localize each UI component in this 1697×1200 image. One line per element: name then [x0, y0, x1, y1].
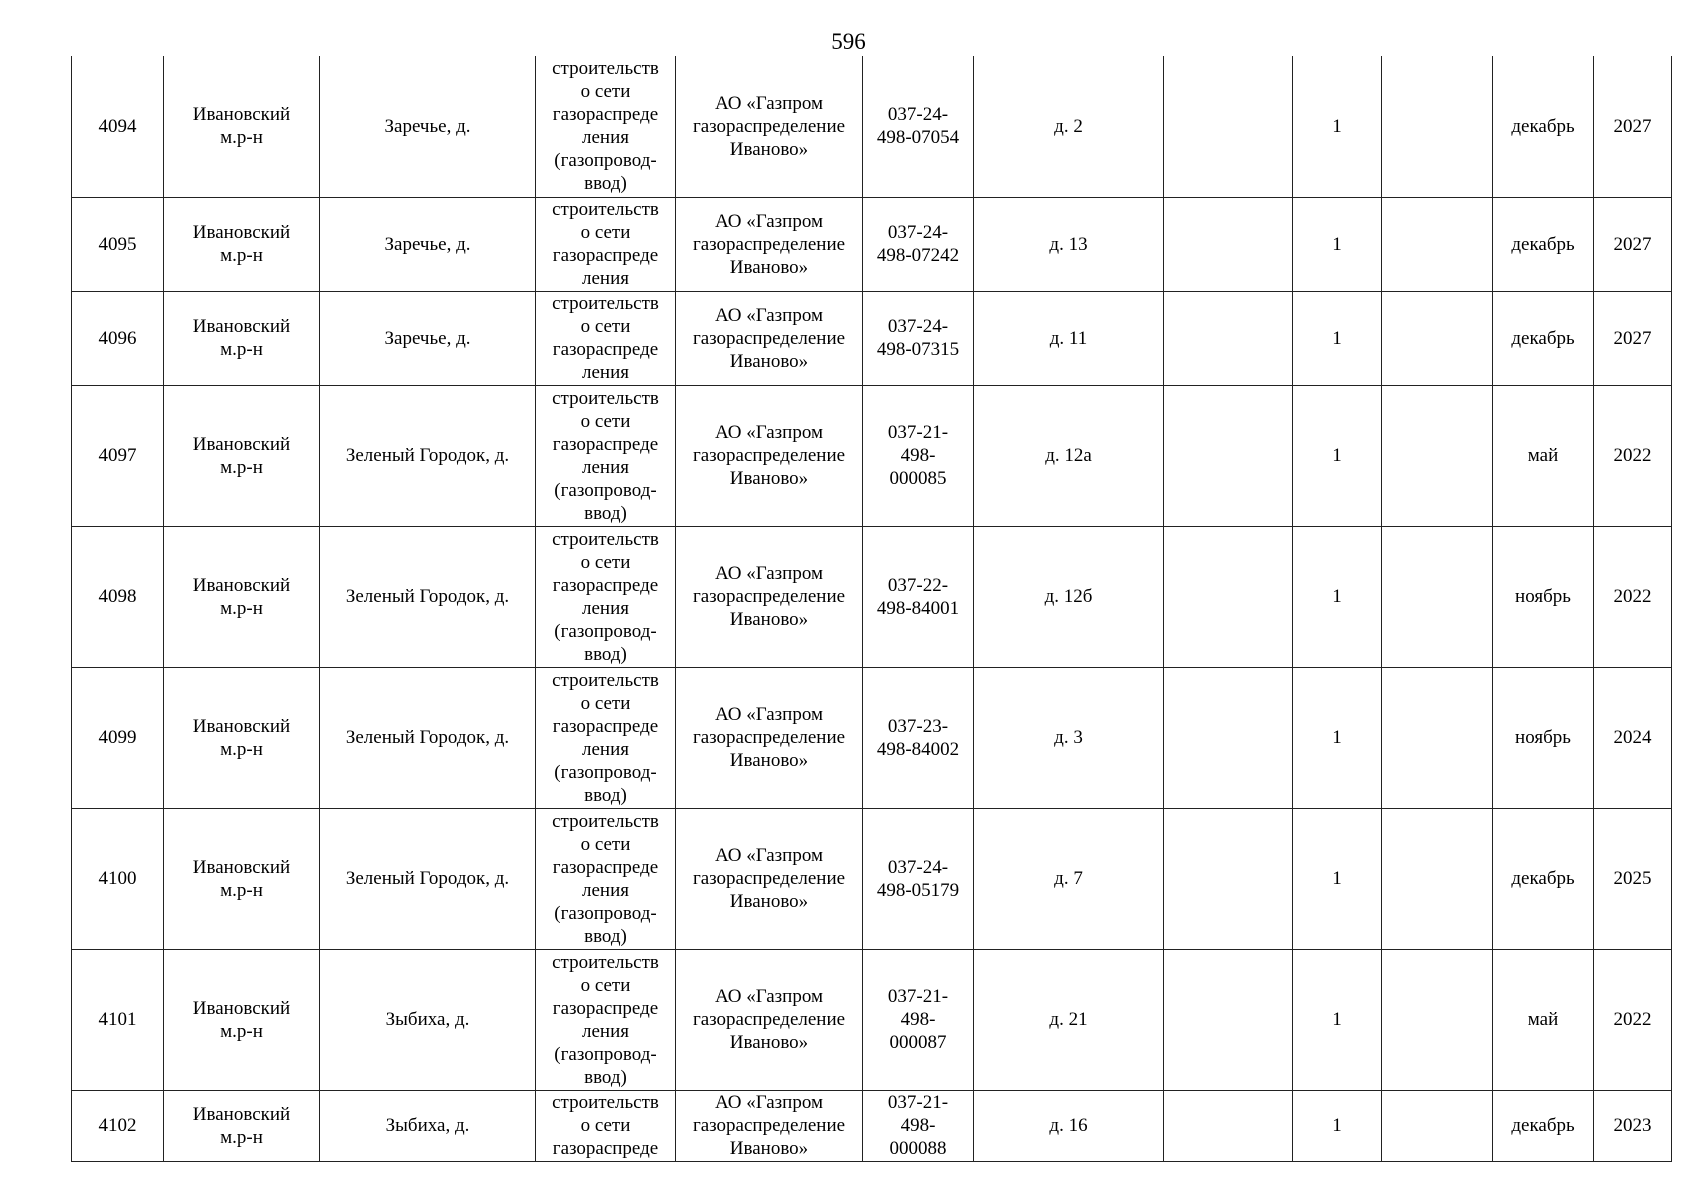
year-cell: 2022: [1594, 526, 1672, 667]
work-type-line: ления: [582, 268, 629, 289]
organization-line: АО «Газпром: [714, 304, 824, 326]
object-code-cell: [863, 385, 974, 526]
organization-line: газораспределение: [692, 327, 846, 349]
year-cell: 2025: [1594, 808, 1672, 949]
work-type-line: ления: [582, 456, 629, 478]
quantity-cell: 1: [1293, 385, 1382, 526]
work-type-line: ления: [582, 362, 629, 383]
empty-cell: [1164, 385, 1293, 526]
empty-cell: [1382, 949, 1493, 1090]
district-line: м.р-н: [220, 245, 263, 266]
month-cell: декабрь: [1493, 291, 1594, 385]
work-type-line: (газопровод-: [554, 479, 657, 501]
work-type-line: ления: [582, 738, 629, 760]
object-code-cell: [863, 291, 974, 385]
object-code-cell: [863, 667, 974, 808]
work-type-line: о сети: [580, 974, 631, 996]
empty-cell: [1382, 1090, 1493, 1161]
object-code-line: 037-21-: [887, 986, 949, 1007]
organization-line: Иваново»: [729, 1138, 809, 1159]
organization-line: газораспределение: [692, 586, 846, 607]
work-type-line: ввод): [584, 173, 627, 195]
quantity-cell: 1: [1293, 949, 1382, 1090]
work-type-line: газораспреде: [552, 997, 659, 1019]
month-cell: декабрь: [1493, 808, 1594, 949]
month-cell: декабрь: [1493, 197, 1594, 291]
object-code-line: 498-07054: [876, 127, 960, 149]
organization-line: АО «Газпром: [714, 986, 824, 1007]
object-code-line: 037-24-: [887, 222, 949, 243]
table-row: [72, 949, 1672, 1090]
work-type-line: о сети: [580, 316, 631, 337]
work-type-line: строительств: [552, 58, 659, 80]
work-type-cell: [536, 385, 676, 526]
quantity-cell: 1: [1293, 56, 1382, 197]
work-type-line: ввод): [584, 925, 627, 947]
empty-cell: [1382, 385, 1493, 526]
district-cell: [164, 949, 320, 1090]
work-type-line: газораспреде: [552, 574, 659, 596]
organization-line: АО «Газпром: [714, 1092, 824, 1113]
row-number-cell: 4101: [72, 949, 164, 1090]
work-type-line: строительств: [552, 1092, 659, 1113]
row-number-cell: 4095: [72, 197, 164, 291]
empty-cell: [1164, 949, 1293, 1090]
organization-line: АО «Газпром: [714, 563, 824, 584]
empty-cell: [1382, 667, 1493, 808]
work-type-line: строительств: [552, 528, 659, 550]
row-number-cell: 4096: [72, 291, 164, 385]
object-code-line: 498-84002: [876, 738, 960, 760]
object-code-line: 498-84001: [876, 597, 960, 619]
month-cell: май: [1493, 385, 1594, 526]
work-type-line: ления: [582, 127, 629, 149]
work-type-line: газораспреде: [552, 339, 659, 360]
work-type-cell: [536, 808, 676, 949]
empty-cell: [1164, 197, 1293, 291]
object-code-line: 037-24-: [887, 316, 949, 337]
organization-line: газораспределение: [692, 115, 846, 137]
locality-cell: Зеленый Городок, д.: [320, 808, 536, 949]
work-type-line: ввод): [584, 643, 627, 665]
organization-line: газораспределение: [692, 445, 846, 466]
work-type-line: (газопровод-: [554, 902, 657, 924]
work-type-line: строительств: [552, 951, 659, 973]
object-code-line: 037-21-: [887, 1092, 949, 1113]
work-type-line: (газопровод-: [554, 761, 657, 783]
district-line: Ивановский: [192, 433, 291, 455]
work-type-line: ввод): [584, 502, 627, 524]
empty-cell: [1382, 197, 1493, 291]
work-type-line: строительств: [552, 293, 659, 314]
year-cell: 2023: [1594, 1090, 1672, 1161]
locality-cell: Заречье, д.: [320, 291, 536, 385]
quantity-cell: 1: [1293, 1090, 1382, 1161]
district-cell: [164, 667, 320, 808]
row-number-cell: 4094: [72, 56, 164, 197]
district-line: Ивановский: [192, 997, 291, 1019]
house-cell: д. 12б: [974, 526, 1164, 667]
table-body: [72, 56, 1672, 1161]
work-type-line: о сети: [580, 81, 631, 103]
object-code-line: 000088: [889, 1138, 947, 1159]
empty-cell: [1382, 526, 1493, 667]
year-cell: 2022: [1594, 385, 1672, 526]
object-code-line: 000087: [889, 1032, 947, 1053]
locality-cell: Зыбиха, д.: [320, 1090, 536, 1161]
row-number-cell: 4098: [72, 526, 164, 667]
work-type-line: строительств: [552, 810, 659, 832]
month-cell: декабрь: [1493, 56, 1594, 197]
organization-cell: [676, 197, 863, 291]
house-cell: д. 7: [974, 808, 1164, 949]
organization-cell: [676, 667, 863, 808]
object-code-line: 498-: [900, 1009, 936, 1030]
work-type-line: строительств: [552, 387, 659, 409]
object-code-line: 498-05179: [876, 879, 960, 901]
organization-line: АО «Газпром: [714, 92, 824, 114]
district-line: Ивановский: [192, 104, 291, 126]
object-code-line: 037-24-: [887, 856, 949, 878]
object-code-line: 498-07315: [876, 339, 960, 360]
work-type-cell: [536, 197, 676, 291]
organization-cell: [676, 291, 863, 385]
month-cell: ноябрь: [1493, 526, 1594, 667]
table-row: [72, 291, 1672, 385]
house-cell: д. 21: [974, 949, 1164, 1090]
district-line: Ивановский: [192, 856, 291, 878]
organization-line: газораспределение: [692, 233, 846, 255]
work-type-line: о сети: [580, 551, 631, 573]
work-type-line: (газопровод-: [554, 1043, 657, 1065]
district-line: м.р-н: [220, 738, 263, 760]
district-line: Ивановский: [192, 574, 291, 596]
locality-cell: Зыбиха, д.: [320, 949, 536, 1090]
empty-cell: [1382, 291, 1493, 385]
month-cell: ноябрь: [1493, 667, 1594, 808]
row-number-cell: 4100: [72, 808, 164, 949]
work-type-cell: [536, 56, 676, 197]
work-type-line: газораспреде: [552, 715, 659, 737]
district-cell: [164, 526, 320, 667]
work-type-cell: [536, 949, 676, 1090]
quantity-cell: 1: [1293, 291, 1382, 385]
organization-line: Иваново»: [729, 468, 809, 489]
quantity-cell: 1: [1293, 808, 1382, 949]
year-cell: 2027: [1594, 197, 1672, 291]
district-line: Ивановский: [192, 316, 291, 337]
district-line: м.р-н: [220, 1020, 263, 1042]
object-code-line: 037-23-: [887, 715, 949, 737]
table-row: [72, 808, 1672, 949]
work-type-line: (газопровод-: [554, 620, 657, 642]
organization-line: Иваново»: [729, 256, 809, 278]
district-line: Ивановский: [192, 1103, 291, 1125]
district-line: м.р-н: [220, 1126, 263, 1148]
empty-cell: [1164, 1090, 1293, 1161]
table-row: [72, 526, 1672, 667]
table-row: [72, 197, 1672, 291]
work-type-line: о сети: [580, 1115, 631, 1136]
work-type-line: ввод): [584, 784, 627, 806]
object-code-line: 037-22-: [887, 574, 949, 596]
work-type-line: ления: [582, 597, 629, 619]
locality-cell: Зеленый Городок, д.: [320, 526, 536, 667]
object-code-cell: [863, 56, 974, 197]
object-code-line: 037-21-: [887, 422, 949, 443]
district-cell: [164, 197, 320, 291]
organization-line: АО «Газпром: [714, 704, 824, 725]
work-type-line: строительств: [552, 669, 659, 691]
page-number: 596: [831, 29, 866, 54]
district-line: м.р-н: [220, 879, 263, 901]
district-line: м.р-н: [220, 456, 263, 478]
work-type-line: ления: [582, 879, 629, 901]
organization-cell: [676, 526, 863, 667]
work-type-line: о сети: [580, 692, 631, 714]
empty-cell: [1382, 56, 1493, 197]
organization-line: газораспределение: [692, 868, 846, 889]
work-type-line: газораспреде: [552, 245, 659, 266]
organization-cell: [676, 949, 863, 1090]
house-cell: д. 16: [974, 1090, 1164, 1161]
district-line: Ивановский: [192, 222, 291, 243]
work-type-line: газораспреде: [552, 104, 659, 126]
empty-cell: [1164, 56, 1293, 197]
organization-line: Иваново»: [729, 609, 809, 630]
locality-cell: Зеленый Городок, д.: [320, 385, 536, 526]
locality-cell: Заречье, д.: [320, 56, 536, 197]
organization-line: АО «Газпром: [714, 210, 824, 232]
house-cell: д. 11: [974, 291, 1164, 385]
organization-line: Иваново»: [729, 891, 809, 912]
organization-line: газораспределение: [692, 1009, 846, 1030]
quantity-cell: 1: [1293, 197, 1382, 291]
empty-cell: [1382, 808, 1493, 949]
table-row: [72, 56, 1672, 197]
house-cell: д. 12а: [974, 385, 1164, 526]
organization-line: АО «Газпром: [714, 845, 824, 866]
work-type-cell: [536, 526, 676, 667]
year-cell: 2022: [1594, 949, 1672, 1090]
work-type-line: строительств: [552, 199, 659, 220]
empty-cell: [1164, 667, 1293, 808]
district-cell: [164, 1090, 320, 1161]
organization-cell: [676, 1090, 863, 1161]
work-type-line: ления: [582, 1020, 629, 1042]
house-cell: д. 13: [974, 197, 1164, 291]
empty-cell: [1164, 291, 1293, 385]
object-code-line: 037-24-: [887, 104, 949, 126]
empty-cell: [1164, 526, 1293, 667]
work-type-line: газораспреде: [552, 1138, 659, 1159]
work-type-cell: [536, 667, 676, 808]
organization-line: Иваново»: [729, 138, 809, 160]
house-cell: д. 3: [974, 667, 1164, 808]
work-type-line: ввод): [584, 1066, 627, 1088]
district-cell: [164, 291, 320, 385]
table-row: [72, 667, 1672, 808]
object-code-cell: [863, 949, 974, 1090]
work-type-cell: [536, 1090, 676, 1161]
district-cell: [164, 385, 320, 526]
district-line: м.р-н: [220, 339, 263, 360]
organization-line: Иваново»: [729, 750, 809, 771]
district-line: Ивановский: [192, 715, 291, 737]
object-code-line: 000085: [889, 468, 947, 489]
registry-table: [71, 56, 1672, 1162]
locality-cell: Заречье, д.: [320, 197, 536, 291]
table-row: [72, 1090, 1672, 1161]
month-cell: май: [1493, 949, 1594, 1090]
object-code-line: 498-: [900, 445, 936, 466]
organization-line: Иваново»: [729, 1032, 809, 1053]
table-row: [72, 385, 1672, 526]
object-code-cell: [863, 197, 974, 291]
district-cell: [164, 808, 320, 949]
quantity-cell: 1: [1293, 667, 1382, 808]
organization-cell: [676, 385, 863, 526]
year-cell: 2027: [1594, 291, 1672, 385]
row-number-cell: 4102: [72, 1090, 164, 1161]
district-cell: [164, 56, 320, 197]
organization-line: газораспределение: [692, 1115, 846, 1136]
object-code-cell: [863, 1090, 974, 1161]
empty-cell: [1164, 808, 1293, 949]
organization-line: АО «Газпром: [714, 422, 824, 443]
object-code-cell: [863, 526, 974, 667]
work-type-line: газораспреде: [552, 433, 659, 455]
year-cell: 2024: [1594, 667, 1672, 808]
object-code-cell: [863, 808, 974, 949]
work-type-line: о сети: [580, 222, 631, 243]
locality-cell: Зеленый Городок, д.: [320, 667, 536, 808]
quantity-cell: 1: [1293, 526, 1382, 667]
work-type-line: о сети: [580, 410, 631, 432]
house-cell: д. 2: [974, 56, 1164, 197]
year-cell: 2027: [1594, 56, 1672, 197]
work-type-cell: [536, 291, 676, 385]
work-type-line: (газопровод-: [554, 150, 657, 172]
object-code-line: 498-07242: [876, 245, 960, 266]
organization-cell: [676, 808, 863, 949]
organization-line: Иваново»: [729, 350, 809, 372]
row-number-cell: 4099: [72, 667, 164, 808]
organization-line: газораспределение: [692, 727, 846, 748]
organization-cell: [676, 56, 863, 197]
month-cell: декабрь: [1493, 1090, 1594, 1161]
district-line: м.р-н: [220, 127, 263, 149]
row-number-cell: 4097: [72, 385, 164, 526]
work-type-line: газораспреде: [552, 856, 659, 878]
district-line: м.р-н: [220, 597, 263, 619]
object-code-line: 498-: [900, 1115, 936, 1136]
work-type-line: о сети: [580, 833, 631, 855]
